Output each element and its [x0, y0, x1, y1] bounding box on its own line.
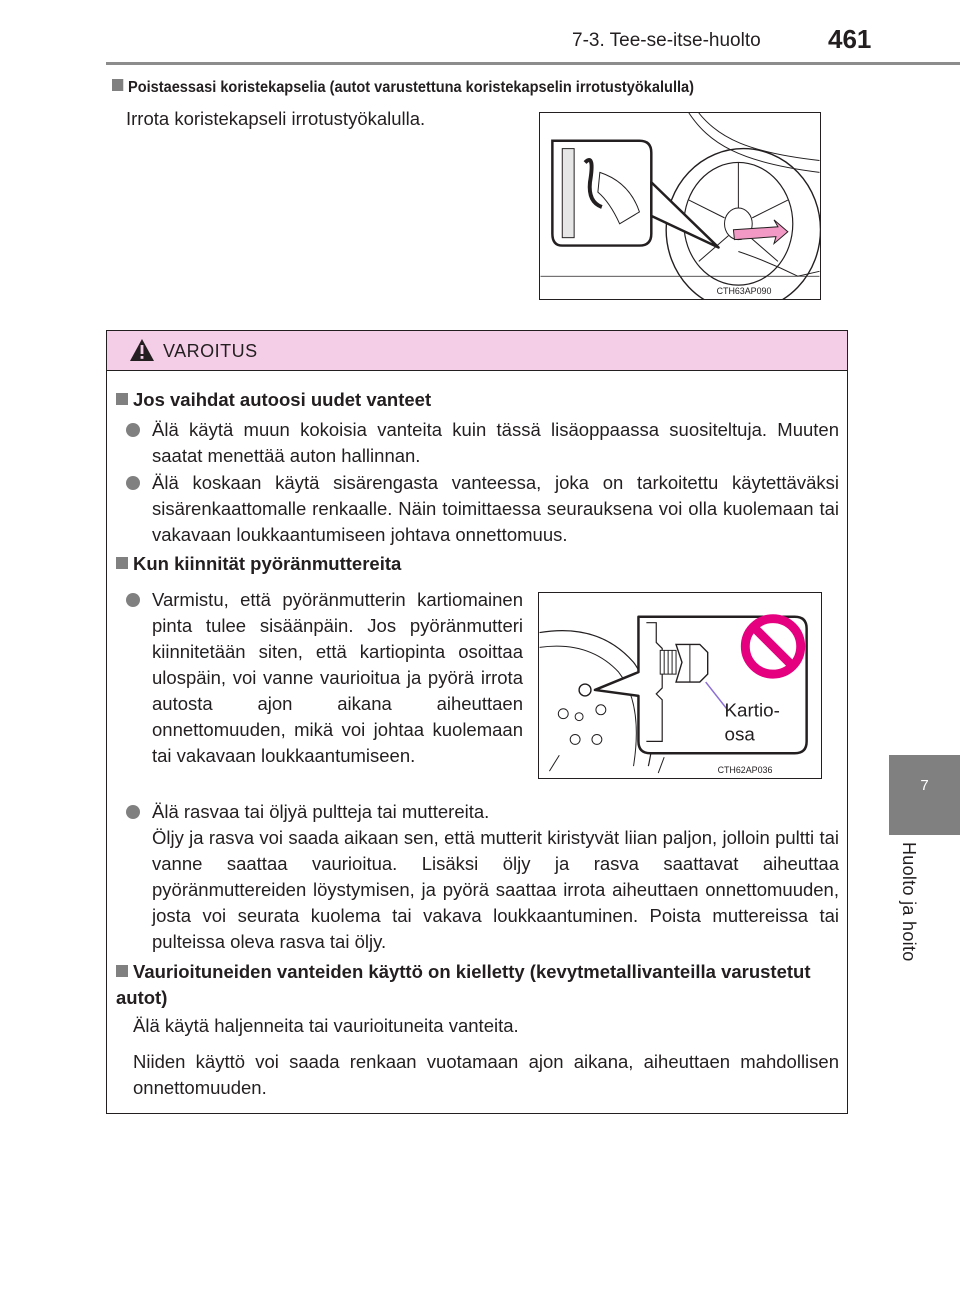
list-item — [126, 417, 839, 469]
list-item — [126, 470, 839, 548]
wheel-cap-illustration — [540, 113, 820, 299]
chapter-tab — [889, 755, 960, 835]
section2-heading — [116, 553, 401, 575]
section3-heading-text: Vaurioituneiden vanteiden käyttö on kielletty (kevytmetallivanteilla varustetut autot) — [116, 961, 811, 1008]
square-bullet-icon — [112, 79, 123, 91]
list-item-text: Älä käytä muun kokoisia vanteita kuin tässä lisäoppaassa suositeltuja. Muuten saatat menettää auton hallinnan. — [152, 419, 839, 466]
list-item-text: Varmistu, että pyöränmutterin kartiomainen pinta tulee sisäänpäin. Jos pyöränmutteri kiinnitetään siten, että kartiopinta osoittaa ulospäin, voi vanne vaurioitua ja pyörä irrota autosta ajon aikana aiheuttaen onnettomuuden, mikä voi johtaa kuolemaan tai vakavaan loukkaantumiseen. — [152, 589, 523, 766]
section3-para1: Älä käytä haljenneita tai vaurioituneita vanteita. — [133, 1015, 519, 1036]
list-item — [126, 799, 839, 955]
intro-heading-text: Poistaessasi koristekapselia (autot varustettuna koristekapselin irrotustyökalulla) — [127, 79, 694, 96]
chapter-title: Huolto ja hoito — [899, 842, 919, 962]
section3-heading — [116, 959, 836, 1011]
list-item-text: Älä koskaan käytä sisärengasta vanteessa, joka on tarkoitettu käytettäväksi sisärenkaattomalle renkaalle. Näin toimittaessa seurauksena voi olla kuolemaan tai vakavaan loukkaantumiseen johtava onnettomuus. — [152, 472, 839, 545]
warning-triangle-icon — [129, 338, 155, 362]
header-rule — [106, 62, 960, 65]
list-item — [126, 587, 523, 769]
list-item-body: Öljy ja rasva voi saada aikaan sen, että mutterit kiristyvät liian paljon, jolloin pultti tai vanne saattaa vaurioitua. Lisäksi öljy ja rasva saattavat aiheuttaa pyöränmuttereiden löystymisen, ja pyörä saattaa irrota aiheuttaen onnettomuuden, josta voi seurata kuolema tai vakava loukkaantuminen. Poista muttereissa tai pulteissa oleva rasva tai öljy. — [152, 827, 839, 952]
warning-title: VAROITUS — [163, 341, 258, 361]
section3-para2: Niiden käyttö voi saada renkaan vuotamaan ajon aikana, aiheuttaen mahdollisen onnettomuuden. — [133, 1051, 839, 1098]
page-number: 461 — [828, 24, 872, 54]
square-bullet-icon — [116, 557, 128, 569]
square-bullet-icon — [116, 965, 128, 977]
section-title: 7-3. Tee-se-itse-huolto — [572, 30, 761, 51]
round-bullet-icon — [126, 593, 140, 607]
wheel-nut-illustration — [539, 593, 821, 778]
round-bullet-icon — [126, 423, 140, 437]
wheel-cap-removal-figure — [539, 112, 821, 300]
section1-heading — [116, 389, 431, 411]
figure-code-1: CTH63AP090 — [716, 286, 772, 297]
round-bullet-icon — [126, 805, 140, 819]
section2-heading-text: Kun kiinnität pyöränmuttereita — [133, 553, 402, 574]
intro-heading — [112, 79, 694, 97]
square-bullet-icon — [116, 393, 128, 405]
intro-body: Irrota koristekapseli irrotustyökalulla. — [126, 108, 426, 129]
round-bullet-icon — [126, 476, 140, 490]
section1-heading-text: Jos vaihdat autoosi uudet vanteet — [133, 389, 432, 410]
figure-label-line1: Kartio- — [724, 699, 780, 721]
figure-code-2: CTH62AP036 — [717, 765, 773, 776]
list-item-text: Älä rasvaa tai öljyä pultteja tai muttereita. — [152, 801, 490, 822]
chapter-number: 7 — [920, 777, 929, 794]
warning-header — [107, 331, 847, 371]
wheel-nut-figure — [538, 592, 822, 779]
figure-label-line2: osa — [724, 723, 755, 745]
